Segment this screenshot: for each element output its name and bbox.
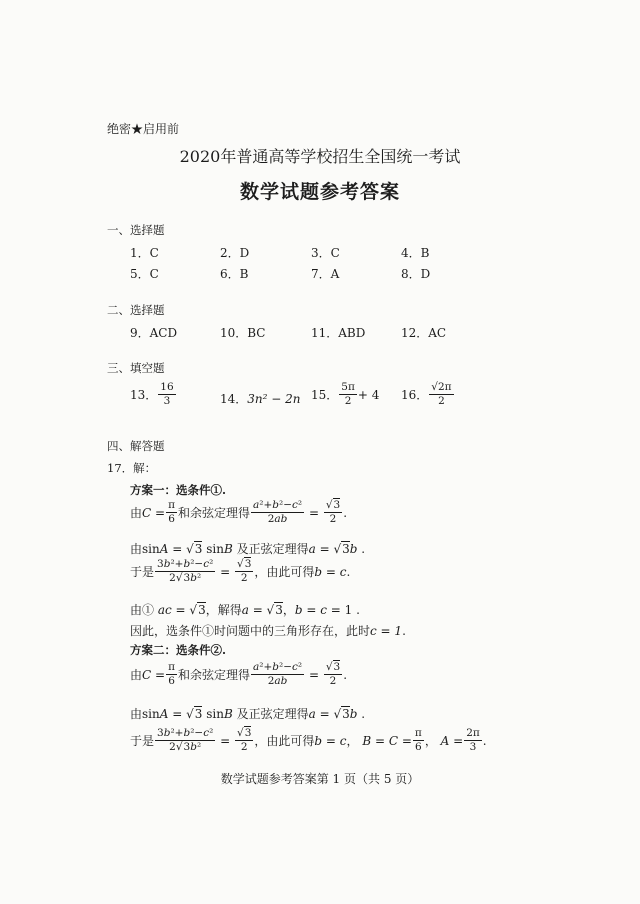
section-heading-choice: 一、选择题 bbox=[107, 223, 165, 237]
section-heading-solutions: 四、解答题 bbox=[107, 439, 165, 453]
fill-answer-15 bbox=[311, 382, 379, 407]
answer-item: 5．C bbox=[130, 267, 159, 281]
item-number: 13． bbox=[130, 388, 158, 403]
item-number: 15． bbox=[311, 388, 339, 403]
exam-title: 2020年普通高等学校招生全国统一考试 bbox=[179, 147, 461, 166]
plan1-step3: 于是 $\frac{\text{3b²+b²−c²}}{\text{2√3b²}}$ = $\frac{√3}{2}$ ，由此可得 b = c . bbox=[130, 558, 351, 585]
plan1-step1: 由 C = $\frac{\pi}{6}$ 和余弦定理得 $\frac{\text{a²+b²−c²}}{2ab}$ = $\frac{√3}{2}$ . bbox=[130, 499, 348, 526]
expression-tail: + 4 bbox=[357, 387, 380, 402]
answer-item: 3．C bbox=[311, 246, 340, 260]
expression: 3n² − 2n bbox=[247, 392, 301, 406]
answer-item: 12．AC bbox=[401, 326, 447, 340]
plan2-step1: 由 C = $\frac{\pi}{6}$ 和余弦定理得 $\frac{\text{a²+b²−c²}}{2ab}$ = $\frac{√3}{2}$ . bbox=[130, 661, 348, 688]
fraction: $\frac{5\pi}{2}$ bbox=[341, 381, 355, 408]
answer-item: 10．BC bbox=[220, 326, 266, 340]
plan1-conclusion: 因此，选条件①时问题中的三角形存在，此时c = 1. bbox=[130, 624, 406, 638]
answer-item: 8．D bbox=[401, 267, 431, 281]
document-title: 数学试题参考答案 bbox=[239, 181, 400, 203]
answer-item: 11．ABD bbox=[311, 326, 366, 340]
plan1-step2: 由sinA = √3 sinB 及正弦定理得a = √3b . bbox=[130, 542, 366, 556]
confidential-mark: 绝密★启用前 bbox=[107, 122, 180, 136]
plan1-step4: 由① ac = √3，解得a = √3，b = c = 1 . bbox=[130, 603, 360, 617]
fill-answer-16 bbox=[401, 382, 455, 407]
section-heading-fill-blank: 三、填空题 bbox=[107, 361, 165, 375]
answer-item: 9．ACD bbox=[130, 326, 178, 340]
plan-2-heading: 方案二：选条件②. bbox=[130, 643, 227, 657]
section-heading-multi-choice: 二、选择题 bbox=[107, 303, 165, 317]
plan2-step2: 由sinA = √3 sinB 及正弦定理得a = √3b . bbox=[130, 707, 366, 721]
question-17-label: 17．解： bbox=[107, 461, 157, 475]
item-number: 16． bbox=[401, 388, 429, 403]
page-footer: 数学试题参考答案第 1 页（共 5 页） bbox=[220, 772, 420, 786]
answer-item: 2．D bbox=[220, 246, 250, 260]
plan-1-heading: 方案一：选条件①. bbox=[130, 483, 227, 497]
fill-answer-13 bbox=[130, 382, 177, 407]
item-number: 14． bbox=[220, 392, 248, 406]
answer-item: 1．C bbox=[130, 246, 159, 260]
plan2-step3: 于是 $\frac{\text{3b²+b²−c²}}{\text{2√3b²}}$ = $\frac{√3}{2}$ ，由此可得 b = c ， B = C = $\frac{\pi}{6}$ ， A = $\frac{2\pi}{3}$ . bbox=[130, 727, 487, 754]
fill-answer-14 bbox=[220, 390, 301, 407]
answer-item: 4．B bbox=[401, 246, 430, 260]
fraction: $\frac{16}{3}$ bbox=[160, 381, 174, 408]
answer-item: 6．B bbox=[220, 267, 249, 281]
fraction: $\frac{√2\pi}{2}$ bbox=[431, 381, 452, 408]
answer-item: 7．A bbox=[311, 267, 340, 281]
